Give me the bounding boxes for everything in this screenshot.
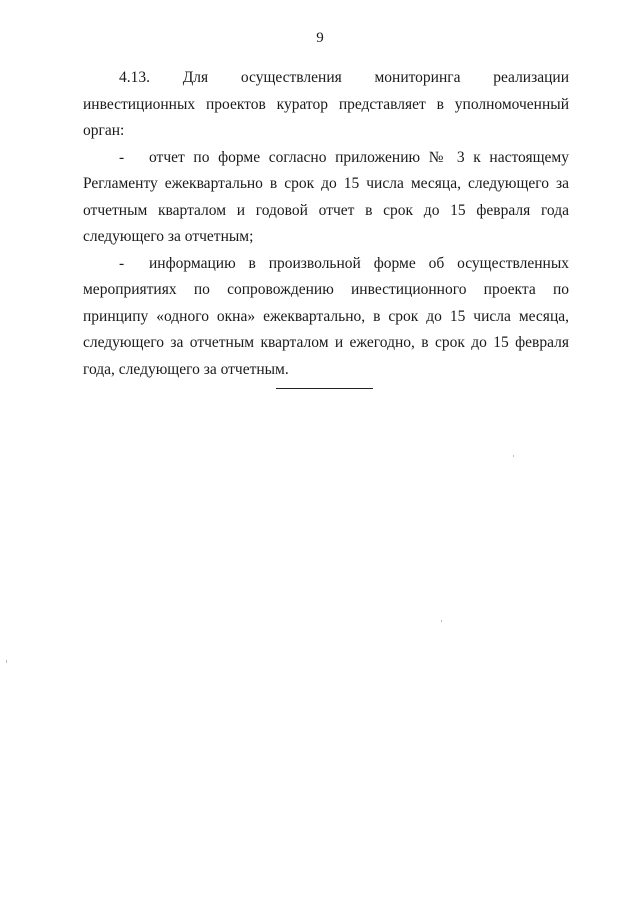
end-separator-line: [276, 388, 373, 389]
bullet-item-report: [83, 145, 569, 251]
page-number: 9: [316, 30, 324, 46]
scan-artifact: [513, 455, 514, 457]
bullet-dash: -: [119, 254, 125, 272]
scan-artifact: [6, 660, 7, 663]
paragraph-4-13: 4.13. Для осуществления мониторинга реализации инвестиционных проектов куратор представляет в уполномоченный орган:: [83, 69, 569, 139]
document-body: [83, 65, 569, 383]
scan-artifact: [441, 620, 442, 622]
bullet-text: отчет по форме согласно приложению № 3 к настоящему Регламенту ежеквартально в срок до 15 числа месяца, следующего за отчетным кварталом и годовой отчет в срок до 15 февраля года следующего за отчетным;: [83, 148, 569, 245]
bullet-text: информацию в произвольной форме об осуществленных мероприятиях по сопровождению инвестиционного проекта по принципу «одного окна» ежеквартально, в срок до 15 числа месяца, следующего за отчетным кварталом и ежегодно, в срок до 15 февраля года, следующего за отчетным.: [83, 254, 569, 378]
bullet-dash: -: [119, 148, 125, 166]
bullet-item-information: [83, 251, 569, 384]
